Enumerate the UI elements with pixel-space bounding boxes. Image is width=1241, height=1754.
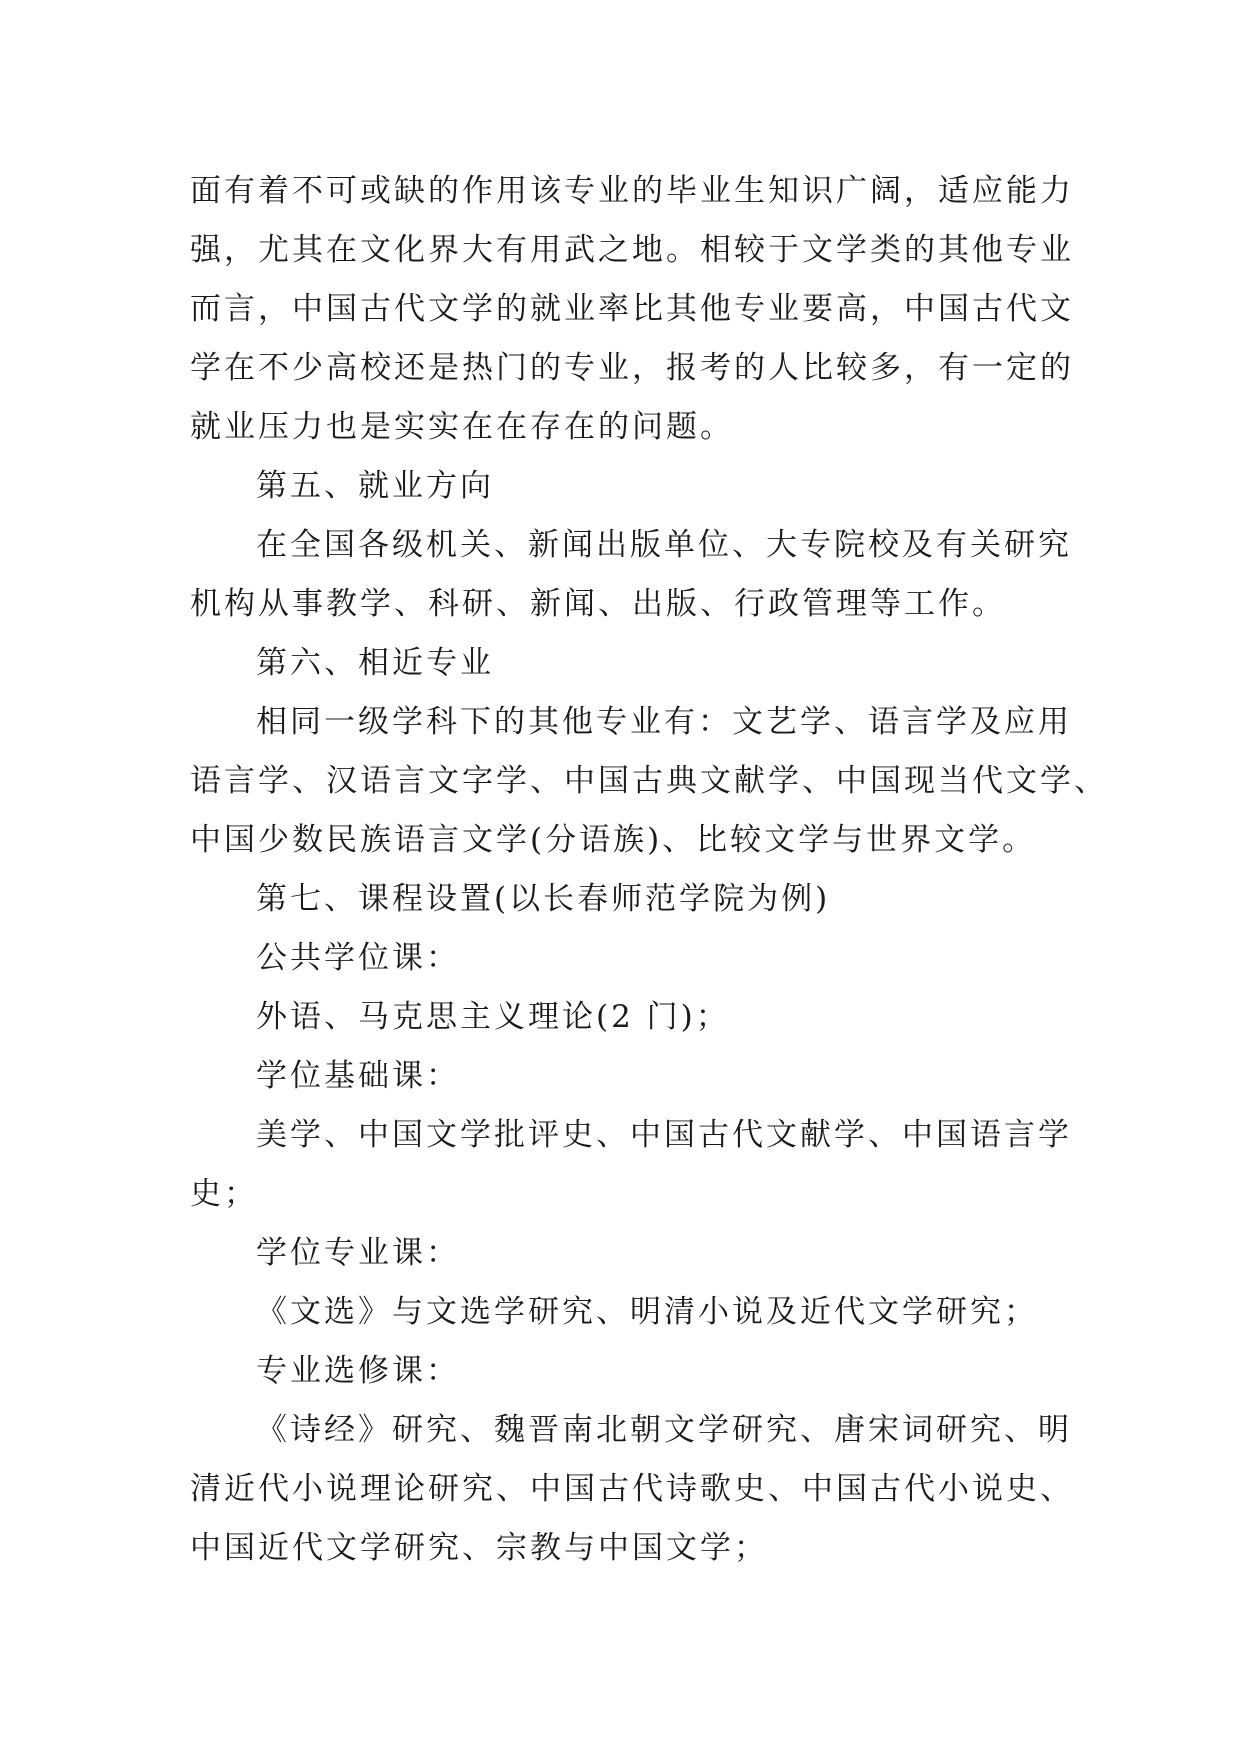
text-line: 第六、相近专业 bbox=[256, 645, 494, 681]
text-line: 《文选》与文选学研究、明清小说及近代文学研究； bbox=[256, 1294, 1038, 1330]
text-line: 在全国各级机关、新闻出版单位、大专院校及有关研究 bbox=[256, 527, 1072, 563]
text-line: 第七、课程设置(以长春师范学院为例) bbox=[256, 881, 831, 917]
text-line: 清近代小说理论研究、中国古代诗歌史、中国古代小说史、 bbox=[190, 1471, 1074, 1507]
document-body bbox=[190, 162, 1108, 1578]
text-line: 而言，中国古代文学的就业率比其他专业要高，中国古代文 bbox=[190, 291, 1074, 327]
text-line: 中国近代文学研究、宗教与中国文学； bbox=[190, 1530, 768, 1566]
text-line: 美学、中国文学批评史、中国古代文献学、中国语言学 bbox=[256, 1117, 1072, 1153]
text-line: 相同一级学科下的其他专业有：文艺学、语言学及应用 bbox=[256, 704, 1072, 740]
text-line: 《诗经》研究、魏晋南北朝文学研究、唐宋词研究、明 bbox=[256, 1412, 1072, 1448]
text-line: 强，尤其在文化界大有用武之地。相较于文学类的其他专业 bbox=[190, 232, 1074, 268]
text-line: 机构从事教学、科研、新闻、出版、行政管理等工作。 bbox=[190, 586, 1006, 622]
text-line: 就业压力也是实实在在存在的问题。 bbox=[190, 409, 734, 445]
text-line: 语言学、汉语言文字学、中国古典文献学、中国现当代文学、 bbox=[190, 763, 1108, 799]
text-line: 学位基础课： bbox=[256, 1058, 460, 1094]
text-line: 学在不少高校还是热门的专业，报考的人比较多，有一定的 bbox=[190, 350, 1074, 386]
text-line: 史； bbox=[190, 1176, 258, 1212]
text-line: 面有着不可或缺的作用该专业的毕业生知识广阔，适应能力 bbox=[190, 173, 1074, 209]
text-line: 第五、就业方向 bbox=[256, 468, 494, 504]
text-line: 专业选修课： bbox=[256, 1353, 460, 1389]
text-line: 公共学位课： bbox=[256, 940, 460, 976]
text-line: 外语、马克思主义理论(2 门)； bbox=[256, 999, 730, 1035]
text-line: 学位专业课： bbox=[256, 1235, 460, 1271]
text-line: 中国少数民族语言文学(分语族)、比较文学与世界文学。 bbox=[190, 822, 1037, 858]
